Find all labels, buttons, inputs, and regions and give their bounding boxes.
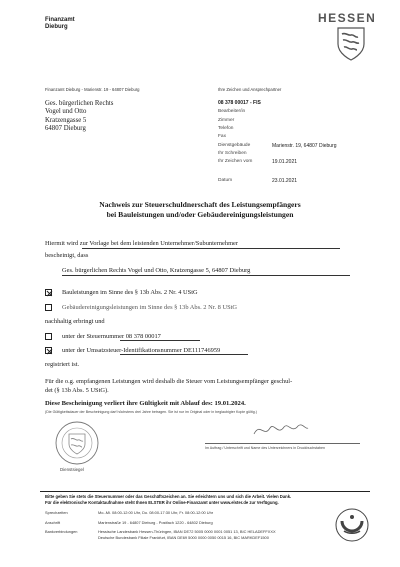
- footer-note-line-2: Für die elektronische Kontaktaufnahme steht Ihnen ELSTER ihr Online-Finanzamt unter www.elster.de zur Verfügung.: [45, 500, 279, 505]
- paragraph-line-2: det (§ 13b Abs. 5 UStG).: [45, 387, 109, 394]
- company-underline: [62, 275, 350, 276]
- intro-confirm: bescheinigt, dass: [45, 252, 89, 259]
- document-title-line-2: bei Bauleistungen und/oder Gebäudereinigungsleistungen: [106, 210, 294, 219]
- sender-line: Finanzamt Dieburg - Marienstr. 19 - 64807 Dieburg: [45, 87, 140, 92]
- signature-line: [205, 443, 360, 444]
- footer-divider: [40, 491, 370, 492]
- fax-label: Fax: [218, 134, 226, 139]
- office-address: Marienstr. 19, 64807 Dieburg: [272, 143, 337, 149]
- address-label: Anschrift: [45, 520, 61, 525]
- registration-checkbox-tax-number[interactable]: [45, 333, 52, 340]
- intro-prefix: Hiermit wird zur Vorlage bei dem leistenden Unternehmer/Subunternehmer: [45, 240, 239, 247]
- company-line: Ges. bürgerlichen Rechts Vogel und Otto, Kratzengasse 5, 64807 Dieburg: [62, 267, 251, 274]
- room-label: Zimmer: [218, 118, 235, 123]
- paragraph-line-1: Für die o.g. empfangenen Leistungen wird deshalb die Steuer vom Leistungsempfänger geschul-: [45, 378, 293, 385]
- phone-label: Telefon: [218, 126, 234, 131]
- authority-city: Dieburg: [45, 24, 68, 30]
- clerk-label: Bearbeiter/in: [218, 109, 246, 114]
- authority-name: Finanzamt: [45, 17, 75, 23]
- bank-label: Bankverbindungen: [45, 529, 78, 534]
- date-value: 23.01.2021: [272, 178, 298, 184]
- service-label-construction: Bauleistungen im Sinne des § 13b Abs. 2 Nr. 4 UStG: [62, 289, 198, 296]
- info-header: Ihre Zeichen und Ansprechpartner: [218, 87, 282, 92]
- footer-note-line-1: Bitte geben Sie stets die Steuernummer oder das Geschäftszeichen an. Sie erleichtern uns und sich die Arbeit. Vielen Dank.: [45, 494, 292, 499]
- validity-note: (Die Gültigkeitsdauer der Bescheinigung darf höchstens drei Jahre betragen. Sie ist nur im Original oder in beglaubigter Kopie gültig.): [45, 410, 257, 414]
- seal-label: Dienstsiegel: [60, 467, 84, 472]
- official-seal-icon: [54, 420, 100, 466]
- office-label: Dienstgebäude: [218, 143, 251, 148]
- tax-number-underline: [120, 340, 200, 341]
- bank-value-2: Deutsche Bundesbank Filiale Frankfurt, IBAN DE69 5000 0000 0050 0015 16, BIC MARKDEF1500: [98, 535, 269, 540]
- service-checkbox-cleaning[interactable]: [45, 304, 52, 311]
- document-title-line-1: Nachweis zur Steuerschuldnerschaft des Leistungsempfängers: [99, 200, 301, 209]
- signature-icon: [250, 418, 310, 440]
- signature-caption: Im Auftrag / Unterschrift und Name des Unterzeichners in Druckbuchstaben: [205, 446, 326, 450]
- intro-underline: [82, 248, 340, 249]
- validity-line: Diese Bescheinigung verliert ihre Gültigkeit mit Ablauf des: 19.01.2024.: [45, 400, 246, 407]
- registration-checkbox-vat-id[interactable]: [45, 347, 52, 354]
- hessen-coat-of-arms-icon: [336, 26, 366, 62]
- certification-badge-icon: [334, 507, 370, 543]
- address-value: Marienstraße 19 - 64807 Dieburg - Postfach 1220 - 64802 Dieburg: [98, 520, 213, 525]
- recipient-line: Kratzengasse 5: [45, 116, 87, 124]
- office-hours-value: Mo.-Mi. 08:00-12:00 Uhr, Do. 08:00-17:30 Uhr, Fr. 08:00-12:00 Uhr: [98, 510, 214, 515]
- service-label-cleaning: Gebäudereinigungsleistungen im Sinne des § 13b Abs. 2 Nr. 8 UStG: [62, 304, 238, 311]
- registered-line: registriert ist.: [45, 361, 80, 368]
- hessen-wordmark: HESSEN: [318, 11, 377, 25]
- registration-label-tax-number: unter der Steuernummer 08 378 00017: [62, 333, 161, 340]
- vat-id-underline: [120, 354, 248, 355]
- intro-line: [45, 240, 238, 247]
- sustained-line: nachhaltig erbringt und: [45, 318, 105, 325]
- your-letter-label: Ihr Schreiben: [218, 151, 247, 156]
- tax-number-ref: 08 378 00017 - FIS: [218, 100, 261, 106]
- recipient-line: Ges. bürgerlichen Rechts: [45, 100, 114, 107]
- office-hours-label: Sprechzeiten: [45, 510, 68, 515]
- your-ref-date: 19.01.2021: [272, 159, 298, 165]
- bank-value-1: Hessische Landesbank Hessen-Thüringen, IBAN DE72 5005 0000 0001 0051 13, BIC HELADEFFXXX: [98, 529, 276, 534]
- your-ref-label: Ihr Zeichen vom: [218, 159, 253, 164]
- recipient-line: 64807 Dieburg: [45, 125, 86, 133]
- recipient-address: [45, 100, 113, 134]
- recipient-line: Vogel und Otto: [45, 108, 87, 116]
- registration-label-vat-id: unter der Umsatzsteuer-Identifikationsnummer DE111746959: [62, 347, 221, 354]
- service-checkbox-construction[interactable]: [45, 289, 52, 296]
- date-label: Datum: [218, 178, 233, 183]
